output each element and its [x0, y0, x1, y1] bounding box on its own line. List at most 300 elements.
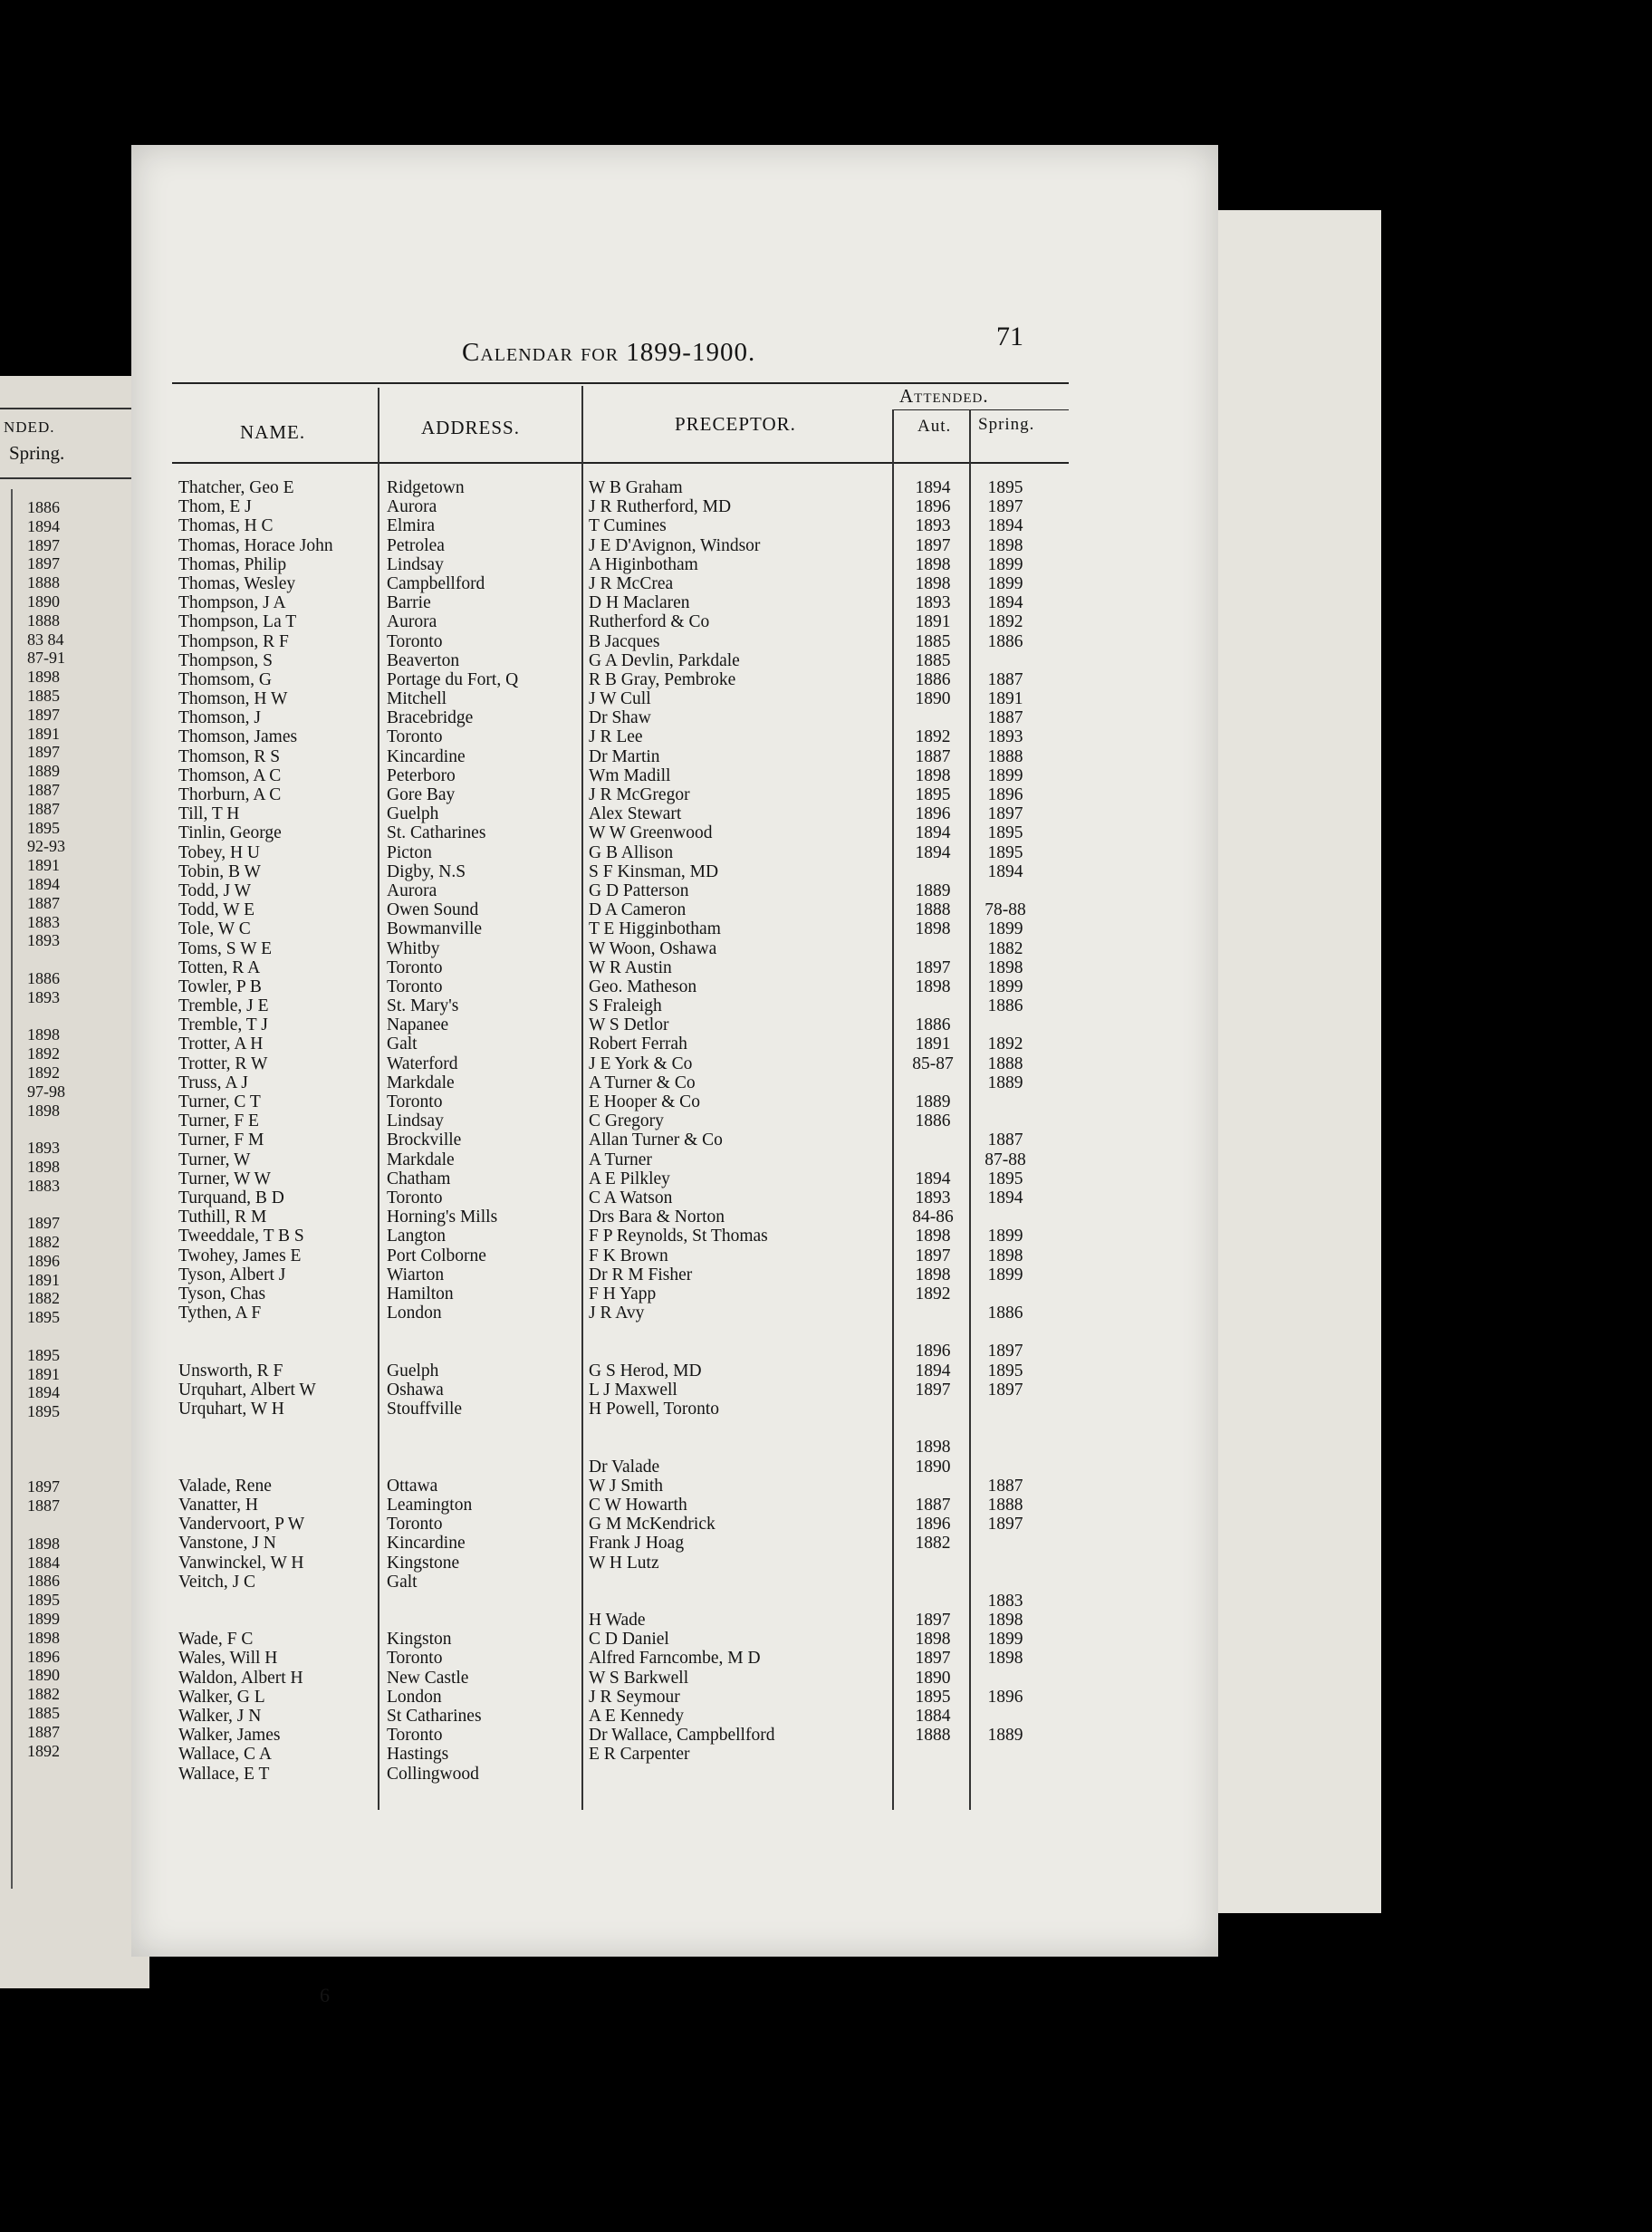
spring-year-cell: 1887 [987, 1130, 1023, 1150]
address-cell: Kingston [387, 1630, 452, 1650]
address-cell: Stouffville [387, 1400, 463, 1419]
address-cell: Markdale [387, 1073, 455, 1092]
address-cell: Petrolea [387, 535, 445, 555]
name-cell: Unsworth, R F [178, 1361, 283, 1381]
aut-year-cell: 1886 [915, 1015, 951, 1035]
spring-year-cell: 1899 [987, 919, 1023, 939]
name-cell: Truss, A J [178, 1073, 248, 1092]
name-cell: Twohey, James E [178, 1246, 302, 1265]
name-cell: Toms, S W E [178, 938, 273, 958]
aut-year-cell: 1895 [915, 785, 951, 804]
address-cell: Toronto [387, 1726, 443, 1746]
left-year-cell: 1892 [27, 1063, 60, 1082]
left-year-cell: 1891 [27, 1270, 60, 1289]
aut-year-cell: 1894 [915, 1361, 951, 1381]
left-year-cell: 1890 [27, 1666, 60, 1685]
address-cell: Barrie [387, 593, 431, 613]
address-cell: Langton [387, 1227, 446, 1246]
table-row [131, 977, 1218, 996]
preceptor-cell: C W Howarth [589, 1495, 687, 1515]
preceptor-cell: Frank J Hoag [589, 1534, 685, 1554]
table-row [131, 1707, 1218, 1726]
name-cell: Turquand, B D [178, 1188, 284, 1207]
table-row [131, 1207, 1218, 1227]
spring-year-cell: 1888 [987, 1053, 1023, 1073]
preceptor-cell: W R Austin [589, 957, 672, 977]
preceptor-cell: Dr Shaw [589, 708, 651, 728]
spring-year-cell: 1892 [987, 612, 1023, 632]
preceptor-cell: W B Graham [589, 478, 683, 497]
left-year-cell: 1897 [27, 705, 60, 724]
preceptor-cell: W Woon, Oshawa [589, 938, 717, 958]
left-year-cell [27, 1327, 82, 1346]
table-row [131, 1246, 1218, 1265]
preceptor-cell: W W Greenwood [589, 823, 713, 843]
name-cell: Thomas, Philip [178, 554, 287, 574]
name-cell: Trotter, R W [178, 1053, 268, 1073]
preceptor-cell: Alex Stewart [589, 804, 682, 824]
spring-year-cell: 1887 [987, 669, 1023, 689]
address-cell: Toronto [387, 1649, 443, 1669]
name-cell: Thomas, Horace John [178, 535, 333, 555]
left-year-cell: 1893 [27, 987, 60, 1006]
table-row [131, 919, 1218, 938]
preceptor-cell: G D Patterson [589, 880, 689, 900]
aut-year-cell: 1898 [915, 919, 951, 939]
preceptor-cell: H Powell, Toronto [589, 1400, 719, 1419]
aut-year-cell: 1897 [915, 1380, 951, 1400]
name-cell: Wallace, C A [178, 1745, 272, 1765]
left-year-cell: 1890 [27, 592, 60, 611]
spring-year-cell: 1887 [987, 1476, 1023, 1496]
spring-year-cell: 1899 [987, 976, 1023, 996]
preceptor-cell: T E Higginbotham [589, 919, 721, 939]
address-cell: Toronto [387, 1092, 443, 1111]
aut-year-cell: 1885 [915, 631, 951, 651]
aut-year-cell: 1886 [915, 1111, 951, 1131]
table-row [131, 1361, 1218, 1381]
name-cell: Vanatter, H [178, 1495, 259, 1515]
preceptor-cell: W H Lutz [589, 1553, 659, 1573]
table-row [131, 632, 1218, 651]
table-row [131, 1688, 1218, 1707]
name-cell: Tremble, T J [178, 1015, 268, 1035]
spring-year-cell: 1897 [987, 1380, 1023, 1400]
name-cell: Tobin, B W [178, 861, 261, 881]
table-row [131, 1592, 1218, 1611]
name-cell: Turner, W [178, 1150, 251, 1169]
table-row [131, 1304, 1218, 1323]
address-cell: Campbellford [387, 573, 485, 593]
name-cell: Tole, W C [178, 919, 251, 939]
spring-year-cell: 1892 [987, 1034, 1023, 1054]
name-cell: Turner, W W [178, 1169, 271, 1188]
preceptor-cell: J E York & Co [589, 1053, 693, 1073]
table-row [131, 1496, 1218, 1515]
preceptor-cell: G B Allison [589, 842, 674, 862]
name-cell: Vanwinckel, W H [178, 1553, 304, 1573]
aut-year-cell: 1894 [915, 1169, 951, 1188]
left-year-cell [27, 1515, 82, 1534]
preceptor-cell: J E D'Avignon, Windsor [589, 535, 761, 555]
table-row [131, 1573, 1218, 1592]
aut-year-cell: 1891 [915, 1034, 951, 1054]
table-row [131, 1284, 1218, 1304]
left-top-rule [0, 408, 149, 409]
table-row [131, 823, 1218, 842]
address-cell: St. Catharines [387, 823, 486, 843]
page-number: 71 [996, 322, 1023, 351]
address-cell: Toronto [387, 1515, 443, 1534]
preceptor-cell: Wm Madill [589, 765, 671, 785]
aut-year-cell: 1898 [915, 976, 951, 996]
table-row [131, 1477, 1218, 1496]
name-cell: Thomsom, G [178, 669, 272, 689]
aut-year-cell: 1893 [915, 593, 951, 613]
name-cell: Tremble, J E [178, 996, 269, 1016]
preceptor-cell: J R Rutherford, MD [589, 497, 732, 517]
table-row [131, 670, 1218, 689]
table-row [131, 1726, 1218, 1745]
aut-year-cell: 1893 [915, 1188, 951, 1207]
spring-year-cell: 1886 [987, 996, 1023, 1016]
preceptor-cell: Alfred Farncombe, M D [589, 1649, 761, 1669]
aut-year-cell: 1886 [915, 669, 951, 689]
aut-year-cell: 1893 [915, 516, 951, 536]
table-row [131, 1534, 1218, 1553]
table-row [131, 497, 1218, 516]
name-cell: Thompson, La T [178, 612, 297, 632]
left-year-cell: 1895 [27, 1345, 60, 1364]
attended-rule [892, 409, 1069, 410]
left-year-cell [27, 1195, 82, 1214]
name-cell: Tuthill, R M [178, 1207, 267, 1227]
preceptor-cell: F K Brown [589, 1246, 668, 1265]
preceptor-cell: J R McGregor [589, 785, 690, 804]
spring-year-cell: 1893 [987, 727, 1023, 747]
aut-year-cell: 1896 [915, 497, 951, 517]
left-year-cell: 1887 [27, 1496, 60, 1515]
table-row [131, 1554, 1218, 1573]
left-year-cell: 1882 [27, 1685, 60, 1704]
preceptor-cell: J R Seymour [589, 1687, 680, 1707]
aut-year-cell: 1892 [915, 727, 951, 747]
address-cell: Aurora [387, 880, 437, 900]
name-cell: Tyson, Albert J [178, 1265, 286, 1284]
preceptor-cell: Drs Bara & Norton [589, 1207, 725, 1227]
left-year-cell: 1898 [27, 1534, 60, 1553]
preceptor-cell: E Hooper & Co [589, 1092, 700, 1111]
table-row [131, 1649, 1218, 1668]
name-cell: Thomson, A C [178, 765, 282, 785]
spring-year-cell: 1888 [987, 1495, 1023, 1515]
name-cell: Till, T H [178, 804, 240, 824]
left-year-cell: 1891 [27, 856, 60, 875]
address-cell: Waterford [387, 1053, 458, 1073]
left-header-rule [0, 477, 149, 479]
left-year-cell: 1891 [27, 1364, 60, 1383]
register-table [131, 478, 1218, 1784]
address-cell: Wiarton [387, 1265, 445, 1284]
name-cell: Thomas, H C [178, 516, 274, 536]
table-row [131, 1323, 1218, 1342]
running-head: Calendar for 1899-1900. [462, 338, 756, 367]
table-row [131, 536, 1218, 555]
address-cell: London [387, 1687, 442, 1707]
name-cell: Tythen, A F [178, 1304, 262, 1323]
name-cell: Thorburn, A C [178, 785, 282, 804]
preceptor-cell: J R McCrea [589, 573, 674, 593]
aut-year-cell: 1884 [915, 1707, 951, 1726]
name-cell: Walker, G L [178, 1687, 265, 1707]
left-year-cell: 1897 [27, 1214, 60, 1233]
left-year-cell: 1892 [27, 1741, 60, 1760]
address-cell: Peterboro [387, 765, 456, 785]
preceptor-cell: C A Watson [589, 1188, 673, 1207]
aut-year-cell: 1888 [915, 1726, 951, 1746]
name-cell: Thompson, J A [178, 593, 286, 613]
name-cell: Wade, F C [178, 1630, 254, 1650]
left-year-cell: 1882 [27, 1233, 60, 1252]
aut-year-cell: 1887 [915, 746, 951, 766]
address-cell: Hastings [387, 1745, 449, 1765]
spring-year-cell: 1894 [987, 861, 1023, 881]
spring-year-cell: 1886 [987, 1304, 1023, 1323]
preceptor-cell: B Jacques [589, 631, 660, 651]
table-row [131, 1438, 1218, 1457]
name-cell: Thompson, R F [178, 631, 289, 651]
name-cell: Thompson, S [178, 650, 274, 670]
name-cell: Turner, F M [178, 1130, 264, 1150]
address-cell: Markdale [387, 1150, 455, 1169]
aut-year-cell: 1882 [915, 1534, 951, 1554]
preceptor-cell: J R Lee [589, 727, 643, 747]
aut-year-cell: 1898 [915, 1630, 951, 1650]
spring-year-cell: 1883 [987, 1591, 1023, 1611]
left-year-cell [27, 1120, 82, 1139]
spring-year-cell: 87-88 [984, 1150, 1026, 1169]
address-cell: Gore Bay [387, 785, 456, 804]
address-cell: Guelph [387, 1361, 439, 1381]
table-row [131, 1265, 1218, 1284]
preceptor-cell: Geo. Matheson [589, 976, 697, 996]
table-row [131, 1227, 1218, 1246]
left-year-cell: 1887 [27, 1722, 60, 1741]
table-row [131, 708, 1218, 727]
table-row [131, 900, 1218, 919]
spring-year-cell: 1896 [987, 1687, 1023, 1707]
left-year-cell: 1887 [27, 799, 60, 818]
address-cell: Bracebridge [387, 708, 474, 728]
preceptor-cell: G S Herod, MD [589, 1361, 702, 1381]
preceptor-cell: G A Devlin, Parkdale [589, 650, 740, 670]
aut-year-cell: 1892 [915, 1284, 951, 1304]
spring-year-cell: 1897 [987, 1342, 1023, 1361]
preceptor-cell: R B Gray, Pembroke [589, 669, 736, 689]
table-row [131, 1034, 1218, 1053]
preceptor-cell: J R Avy [589, 1304, 645, 1323]
table-row [131, 612, 1218, 631]
address-cell: Toronto [387, 1188, 443, 1207]
name-cell: Tweeddale, T B S [178, 1227, 304, 1246]
address-cell: Oshawa [387, 1380, 444, 1400]
address-cell: Guelph [387, 804, 439, 824]
spring-year-cell: 1891 [987, 689, 1023, 709]
left-year-cell: 1887 [27, 780, 60, 799]
address-cell: Kingstone [387, 1553, 460, 1573]
address-cell: Aurora [387, 497, 437, 517]
name-cell: Thomson, R S [178, 746, 281, 766]
address-cell: Galt [387, 1034, 418, 1054]
page-stack-edge [1209, 210, 1381, 1913]
left-year-cell: 1895 [27, 1308, 60, 1327]
address-cell: Port Colborne [387, 1246, 486, 1265]
table-row [131, 1015, 1218, 1034]
left-year-cell: 1897 [27, 554, 60, 573]
name-cell: Towler, P B [178, 976, 262, 996]
table-row [131, 1073, 1218, 1092]
preceptor-cell: S F Kinsman, MD [589, 861, 719, 881]
address-cell: London [387, 1304, 442, 1323]
spring-year-cell: 1898 [987, 1649, 1023, 1669]
address-cell: Chatham [387, 1169, 451, 1188]
preceptor-cell: D H Maclaren [589, 593, 690, 613]
preceptor-cell: F H Yapp [589, 1284, 657, 1304]
preceptor-cell: T Cumines [589, 516, 667, 536]
table-row [131, 1150, 1218, 1169]
spring-year-cell: 1895 [987, 823, 1023, 843]
left-year-cell: 1893 [27, 1139, 60, 1158]
preceptor-cell: Dr Wallace, Campbellford [589, 1726, 775, 1746]
preceptor-cell: Dr Martin [589, 746, 660, 766]
address-cell: St. Mary's [387, 996, 459, 1016]
aut-year-cell: 1889 [915, 1092, 951, 1111]
left-year-cell [27, 1440, 82, 1459]
spring-year-cell: 1895 [987, 1169, 1023, 1188]
address-cell: Galt [387, 1572, 418, 1592]
address-cell: Ottawa [387, 1476, 438, 1496]
address-cell: Bowmanville [387, 919, 483, 939]
preceptor-cell: A Turner & Co [589, 1073, 696, 1092]
left-year-cell [27, 1459, 82, 1478]
spring-year-cell: 1899 [987, 1227, 1023, 1246]
address-cell: Horning's Mills [387, 1207, 498, 1227]
table-row [131, 1458, 1218, 1477]
address-cell: Toronto [387, 976, 443, 996]
table-row [131, 804, 1218, 823]
aut-header: Aut. [917, 417, 952, 436]
table-row [131, 1630, 1218, 1649]
left-year-cell: 1894 [27, 516, 60, 535]
aut-year-cell: 1891 [915, 612, 951, 632]
left-year-cell: 1898 [27, 1157, 60, 1176]
top-rule [172, 382, 1069, 384]
table-row [131, 766, 1218, 785]
preceptor-cell: L J Maxwell [589, 1380, 677, 1400]
spring-year-cell: 1897 [987, 1515, 1023, 1534]
preceptor-cell: A E Kennedy [589, 1707, 685, 1726]
table-row [131, 1745, 1218, 1764]
aut-year-cell: 1890 [915, 1668, 951, 1688]
table-row [131, 1381, 1218, 1400]
address-cell: Lindsay [387, 554, 444, 574]
aut-year-cell: 1888 [915, 900, 951, 920]
address-header: ADDRESS. [421, 417, 520, 438]
aut-year-cell: 1897 [915, 957, 951, 977]
address-cell: Portage du Fort, Q [387, 669, 519, 689]
name-cell: Tinlin, George [178, 823, 282, 843]
table-row [131, 516, 1218, 535]
left-year-cell: 1895 [27, 1591, 60, 1610]
name-cell: Trotter, A H [178, 1034, 264, 1054]
table-row [131, 1169, 1218, 1188]
name-cell: Valade, Rene [178, 1476, 272, 1496]
aut-year-cell: 1897 [915, 1649, 951, 1669]
table-row [131, 1092, 1218, 1111]
left-year-cell: 1886 [27, 1572, 60, 1591]
address-cell: New Castle [387, 1668, 469, 1688]
table-row [131, 1765, 1218, 1784]
preceptor-cell: C D Daniel [589, 1630, 669, 1650]
address-cell: Ridgetown [387, 478, 465, 497]
left-spring-years [27, 498, 82, 1760]
table-row [131, 785, 1218, 804]
preceptor-cell: J W Cull [589, 689, 651, 709]
left-year-cell: 1888 [27, 611, 60, 630]
aut-year-cell: 1898 [915, 1265, 951, 1284]
left-year-cell: 1891 [27, 724, 60, 743]
spring-year-cell: 1886 [987, 631, 1023, 651]
address-cell: Toronto [387, 631, 443, 651]
previous-page-fragment [0, 376, 149, 1988]
table-row [131, 862, 1218, 881]
spring-year-cell: 1898 [987, 1246, 1023, 1265]
address-cell: Kincardine [387, 746, 466, 766]
preceptor-cell: A Higinbotham [589, 554, 698, 574]
name-cell: Thomson, H W [178, 689, 288, 709]
left-year-cell: 1893 [27, 931, 60, 950]
left-year-cell: 1887 [27, 893, 60, 912]
left-year-cell: 1896 [27, 1647, 60, 1666]
address-cell: Picton [387, 842, 432, 862]
address-cell: Napanee [387, 1015, 449, 1035]
aut-year-cell: 1889 [915, 880, 951, 900]
preceptor-cell: G M McKendrick [589, 1515, 716, 1534]
table-row [131, 574, 1218, 593]
spring-year-cell: 1895 [987, 1361, 1023, 1381]
left-year-cell: 87-91 [27, 649, 65, 668]
left-year-cell: 83 84 [27, 630, 64, 649]
left-year-cell: 1897 [27, 1477, 60, 1496]
spring-year-cell: 1895 [987, 842, 1023, 862]
address-cell: Lindsay [387, 1111, 444, 1131]
left-year-cell: 1894 [27, 874, 60, 893]
left-year-cell [27, 1421, 82, 1440]
attended-header: Attended. [899, 385, 989, 407]
name-cell: Vanstone, J N [178, 1534, 276, 1554]
aut-year-cell: 1898 [915, 765, 951, 785]
preceptor-cell: Dr R M Fisher [589, 1265, 693, 1284]
name-cell: Wales, Will H [178, 1649, 278, 1669]
preceptor-cell: W J Smith [589, 1476, 663, 1496]
left-year-cell: 1885 [27, 686, 60, 705]
name-cell: Urquhart, W H [178, 1400, 284, 1419]
preceptor-cell: C Gregory [589, 1111, 664, 1131]
left-year-cell [27, 950, 82, 969]
header-rule [172, 462, 1069, 464]
calendar-page [131, 145, 1218, 2006]
spring-year-cell: 1894 [987, 516, 1023, 536]
